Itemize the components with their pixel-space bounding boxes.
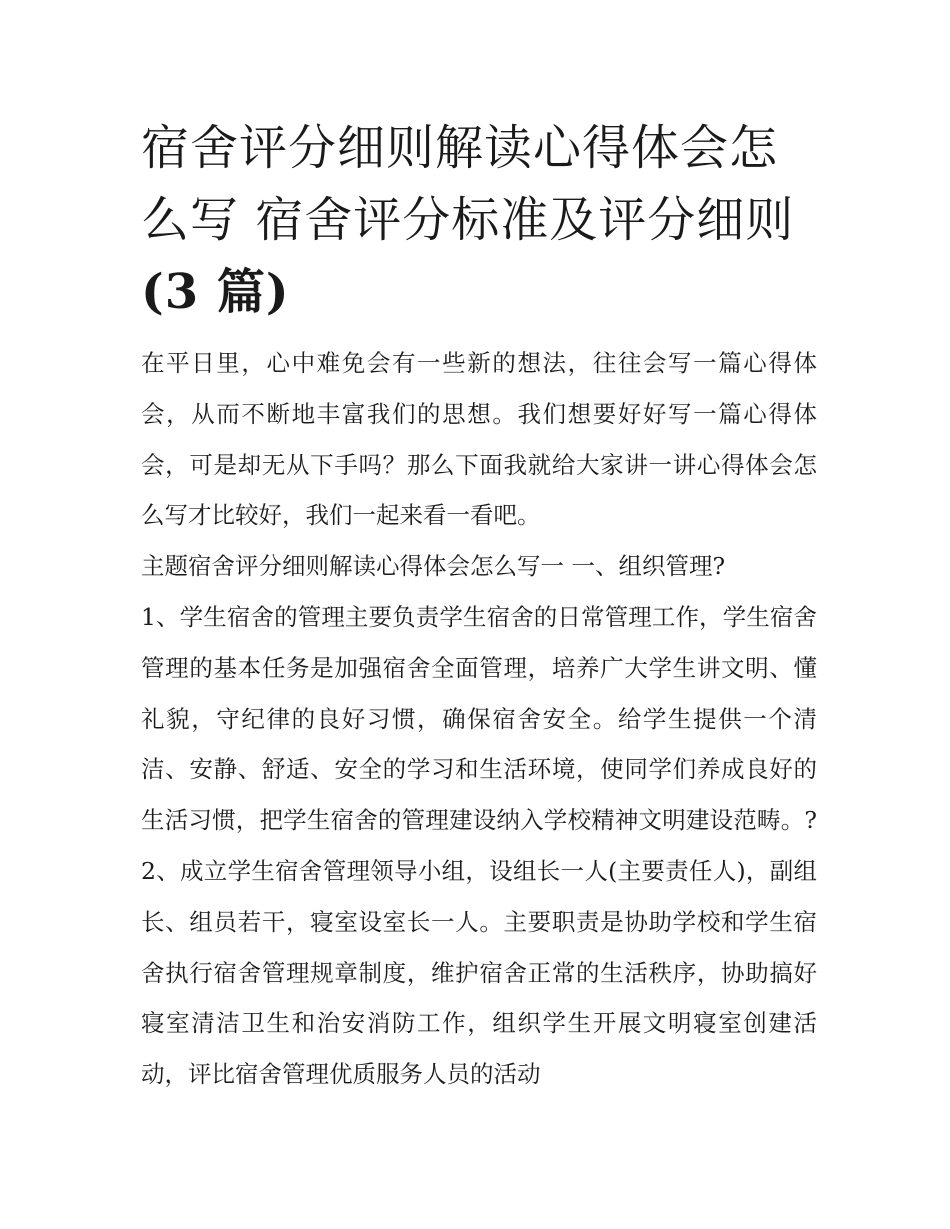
title-line-3: (3 篇): [141, 264, 290, 320]
title-line-1: 宿舍评分细则解读心得体会怎: [141, 120, 779, 176]
document-title: [141, 112, 817, 328]
document-body: [141, 112, 817, 1100]
body-paragraph: 1、学生宿舍的管理主要负责学生宿舍的日常管理工作，学生宿舍管理的基本任务是加强宿舍全面管理，培养广大学生讲文明、懂礼貌，守纪律的良好习惯，确保宿舍安全。给学生提供一个清洁、安静、舒适、安全的学习和生活环境，使同学们养成良好的生活习惯，把学生宿舍的管理建设纳入学校精神文明建设范畴。?2、成立学生宿舍管理领导小组，设组长一人(主要责任人)，副组长、组员若干，寝室设室长一人。主要职责是协助学校和学生宿舍执行宿舍管理规章制度，维护宿舍正常的生活秩序，协助搞好寝室清洁卫生和治安消防工作，组织学生开展文明寝室创建活动，评比宿舍管理优质服务人员的活动: [141, 602, 817, 1089]
intro-paragraph: 在平日里，心中难免会有一些新的想法，往往会写一篇心得体会，从而不断地丰富我们的思想。我们想要好好写一篇心得体会，可是却无从下手吗？那么下面我就给大家讲一讲心得体会怎么写才比较好，我们一起来看一看吧。: [141, 349, 817, 530]
section-heading-paragraph: 主题宿舍评分细则解读心得体会怎么写一 一、组织管理?: [141, 552, 726, 581]
title-line-2: 么写 宿舍评分标准及评分细则: [141, 192, 795, 248]
